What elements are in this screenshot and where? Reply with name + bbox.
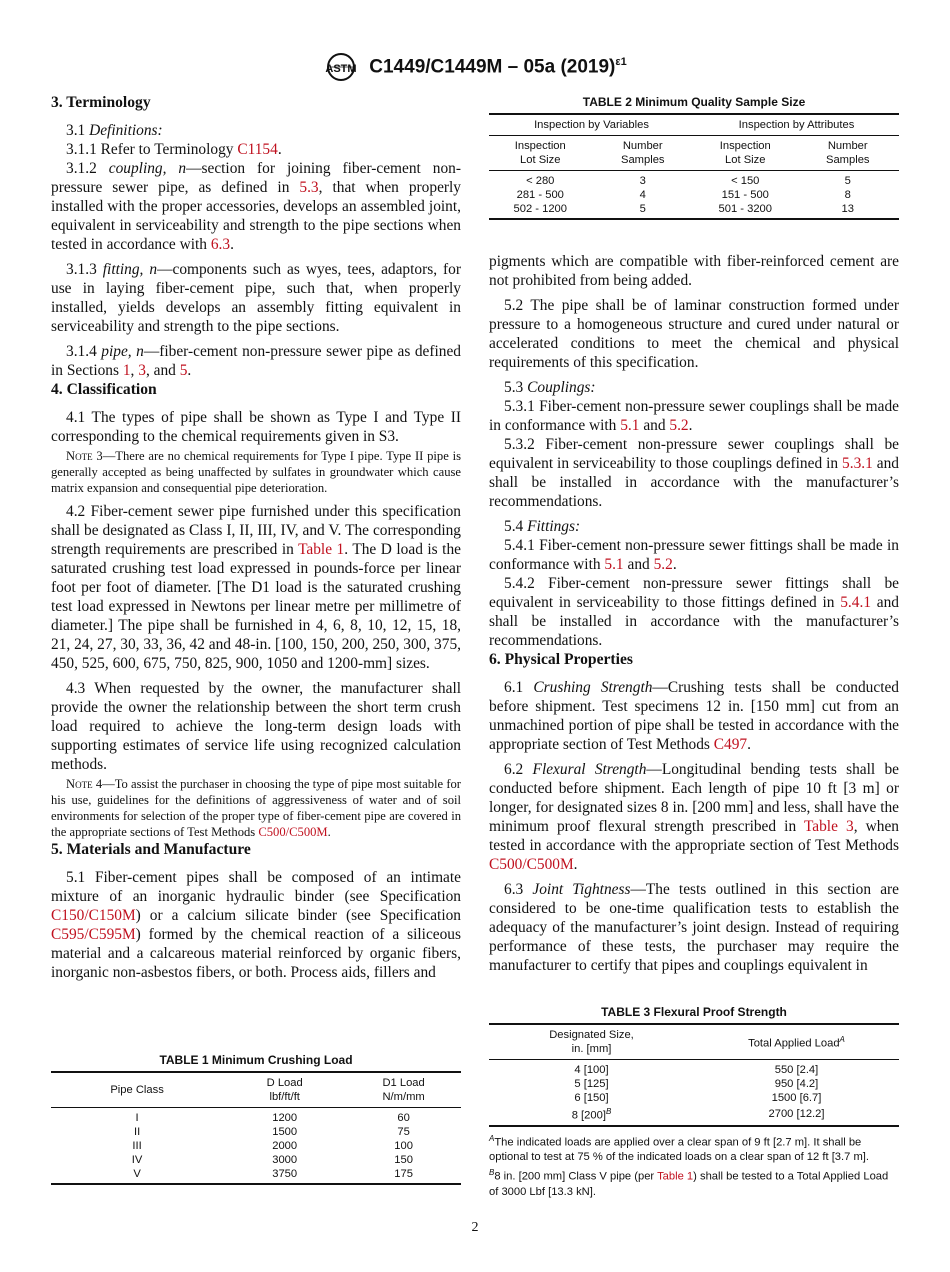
- table-row: [51, 1153, 461, 1167]
- cell: 175: [394, 1168, 413, 1180]
- cell: 151 - 500: [721, 189, 769, 201]
- cell: 5: [639, 203, 646, 215]
- cell: < 280: [526, 175, 555, 187]
- table-row: [489, 1091, 899, 1105]
- para-text: 5.3.1 Fiber-cement non-pressure sewer couplings shall be made in conformance with: [489, 398, 899, 434]
- header-text: Total Applied Load: [748, 1037, 840, 1050]
- paragraph-3-1: [51, 121, 461, 140]
- para-text: , when tested in accordance with the appropriate section of Test Methods: [489, 818, 899, 854]
- column-header: [51, 1072, 223, 1108]
- para-text: 4.2 Fiber-cement sewer pipe furnished under this specification shall be designated as Class I, II, III, IV, and V. The corresponding strength requirements are prescribed in: [51, 503, 461, 558]
- right-column: [489, 252, 899, 975]
- para-text: —components such as wyes, tees, adaptors, for use in laying fiber-cement pipe, such that, when properly installed, yields develops an assembly fitting equivalent in serviceability and strength to the pipe sections.: [51, 261, 461, 335]
- para-text: —section for joining fiber-cement non-pressure sewer pipe, as defined in: [51, 160, 461, 196]
- cell: 75: [397, 1126, 410, 1138]
- footnote-a: [489, 1131, 899, 1166]
- cell: 3: [639, 175, 646, 187]
- cell: 501 - 3200: [718, 203, 772, 215]
- link-section-3[interactable]: 3: [138, 362, 146, 379]
- column-header: [223, 1072, 346, 1108]
- term: fitting, n: [102, 261, 158, 278]
- left-column: [51, 93, 461, 982]
- paragraph-5-4-1: 5.4.1 Fiber-cement non-pressure sewer fittings shall be made in conformance with 5.1 and 5.2.: [489, 537, 899, 573]
- para-number: 5.4: [504, 518, 524, 535]
- table-3-footnotes: [489, 1131, 899, 1200]
- paragraph-3-1-3: [51, 260, 461, 336]
- paragraph-3-1-1: 3.1.1 Refer to Terminology C1154.: [66, 141, 282, 158]
- designation-superscript: ε1: [615, 55, 627, 68]
- para-text: 5.3.2 Fiber-cement non-pressure sewer couplings shall be equivalent in serviceability to those couplings defined in: [489, 436, 899, 472]
- column-header: [694, 136, 797, 171]
- link-5-1[interactable]: 5.1: [604, 556, 624, 573]
- astm-logo-icon: [323, 52, 359, 82]
- section-heading-physical-properties: 6. Physical Properties: [489, 651, 633, 668]
- para-number: 3.1.4: [66, 343, 97, 360]
- table-row: [489, 1105, 899, 1126]
- header-text: Inspection: [719, 140, 771, 152]
- column-header: [592, 136, 695, 171]
- para-text: ) or a calcium silicate binder (see Specification: [135, 907, 461, 924]
- link-table-1[interactable]: Table 1: [298, 541, 345, 558]
- column-header: [489, 136, 592, 171]
- column-header: [694, 1024, 899, 1060]
- header-unit: in. [mm]: [571, 1043, 612, 1055]
- cell: 150: [394, 1154, 413, 1166]
- para-text: ) formed by the chemical reaction of a siliceous material and a calcareous material reinforced by organic fibers, inorganic non-asbestos fibers, or both. Process aids, fillers and: [51, 926, 461, 981]
- para-title: Definitions:: [89, 122, 163, 139]
- footnote-marker: A: [489, 1133, 495, 1143]
- table-1-minimum-crushing-load: [51, 1053, 461, 1185]
- paragraph-5-3-1: 5.3.1 Fiber-cement non-pressure sewer couplings shall be made in conformance with 5.1 and 5.2.: [489, 398, 899, 434]
- link-6-3[interactable]: 6.3: [210, 236, 231, 253]
- table-3: [489, 1023, 899, 1127]
- link-5-2[interactable]: 5.2: [669, 417, 689, 434]
- table-row: [489, 1077, 899, 1091]
- table-row: [51, 1139, 461, 1153]
- paragraph-5-1-continued: pigments which are compatible with fiber-reinforced cement are not prohibited from being added.: [489, 253, 899, 289]
- link-section-1[interactable]: 1: [122, 362, 131, 379]
- cell: 4 [100]: [574, 1064, 609, 1076]
- para-text: 5.1 Fiber-cement pipes shall be composed of an intimate mixture of an inorganic hydraulic binder (see Specification: [51, 869, 461, 905]
- header-unit: N/m/mm: [382, 1091, 425, 1103]
- header-text: Lot Size: [520, 154, 561, 166]
- term: Flexural Strength: [532, 761, 647, 778]
- link-c500[interactable]: C500/C500M: [258, 825, 328, 839]
- para-title: Couplings:: [527, 379, 596, 396]
- para-number: 6.1: [504, 679, 524, 696]
- cell: IV: [131, 1154, 143, 1166]
- para-text: 5.4.2 Fiber-cement non-pressure sewer fittings shall be equivalent in serviceability to those fittings defined in: [489, 575, 899, 611]
- para-number: 6.2: [504, 761, 524, 778]
- header-text: Inspection: [514, 140, 566, 152]
- table-header-row: [489, 1024, 899, 1060]
- link-c150[interactable]: C150/C150M: [51, 907, 136, 924]
- cell: I: [135, 1112, 139, 1124]
- paragraph-4-3: 4.3 When requested by the owner, the manufacturer shall provide the owner the relationship between the short term crush load required to achieve the long-term design loads with supporting estimates of service life using recognized calculation methods.: [51, 680, 461, 773]
- para-number: 3.1: [66, 122, 86, 139]
- header-text: Samples: [620, 154, 665, 166]
- para-text: —fiber-cement non-pressure sewer pipe as defined in Sections: [51, 343, 461, 379]
- link-c595[interactable]: C595/C595M: [51, 926, 136, 943]
- column-header: [797, 136, 900, 171]
- header-text: Number: [827, 140, 868, 152]
- cell: 100: [394, 1140, 413, 1152]
- link-5-4-1[interactable]: 5.4.1: [840, 594, 872, 611]
- para-title: Fittings:: [527, 518, 581, 535]
- paragraph-6-1: 6.1 Crushing Strength—Crushing tests shall be conducted before shipment. Test specimens 12 in. [150 mm] cut from an unmachined portion of pipe shall be tested in accordance with the appropriate section of Test Methods C497.: [489, 679, 899, 753]
- para-text: and shall be installed in accordance with the manufacturer’s recommendations.: [489, 594, 899, 649]
- link-c1154[interactable]: C1154: [237, 141, 278, 158]
- paragraph-4-1: 4.1 The types of pipe shall be shown as Type I and Type II corresponding to the chemical requirements given in S3.: [51, 409, 461, 445]
- term: coupling, n: [108, 160, 187, 177]
- para-text: —Crushing tests shall be conducted before shipment. Test specimens 12 in. [150 mm] cut from an unmachined portion of pipe shall be tested in accordance with the appropriate section of Test Methods: [489, 679, 899, 753]
- para-text: and shall be installed in accordance with the manufacturer’s recommendations.: [489, 455, 899, 510]
- cell: 4: [639, 189, 646, 201]
- note-text: —To assist the purchaser in choosing the type of pipe most suitable for his use, guidelines for the definitions of aggressiveness of water and of soil environments for selection of the proper type of fiber-cement pipe are covered in the appropriate sections of Test Methods: [51, 777, 462, 839]
- paragraph-5-1: [51, 868, 461, 982]
- header-text: D Load: [266, 1077, 303, 1089]
- table-row: [51, 1108, 461, 1126]
- link-section-5[interactable]: 5: [179, 362, 188, 379]
- term: Crushing Strength: [533, 679, 653, 696]
- table-caption: TABLE 2 Minimum Quality Sample Size: [582, 95, 806, 109]
- table-row: [489, 1060, 899, 1078]
- cell: 1500 [6.7]: [771, 1092, 822, 1104]
- table-row: [51, 1125, 461, 1139]
- paragraph-5-3-2: [489, 435, 899, 511]
- para-text: and: [623, 556, 654, 573]
- table-1: [51, 1071, 461, 1185]
- group-header: Inspection by Variables: [534, 119, 649, 131]
- paragraph-6-3: [489, 880, 899, 975]
- cell: 281 - 500: [516, 189, 564, 201]
- note-text: —There are no chemical requirements for Type I pipe. Type II pipe is generally accepted as being unaffected by sulfates in groundwater which cause matrix expansion and consequential pipe deterioration.: [51, 449, 461, 495]
- link-5-2[interactable]: 5.2: [653, 556, 673, 573]
- table-2-minimum-quality-sample-size: [489, 95, 899, 220]
- table-header-row: [489, 136, 899, 171]
- cell: 6 [150]: [574, 1092, 609, 1104]
- para-text: —Longitudinal bending tests shall be conducted before shipment. Each length of pipe 10 ft [3 m] or longer, for designated sizes 8 in. [200 mm] and less, shall have the minimum proof flexural strength prescribed in: [489, 761, 899, 835]
- section-heading-materials: 5. Materials and Manufacture: [51, 841, 251, 858]
- cell: II: [133, 1126, 141, 1138]
- table-header-row: [51, 1072, 461, 1108]
- cell: III: [132, 1140, 142, 1152]
- note-3: [51, 448, 461, 496]
- cell: 3750: [272, 1168, 298, 1180]
- cell-text: 8 [200]: [571, 1109, 606, 1122]
- table-caption: TABLE 1 Minimum Crushing Load: [159, 1053, 353, 1067]
- cell: 550 [2.4]: [774, 1064, 819, 1076]
- svg-text:ASTM: ASTM: [325, 63, 357, 75]
- paragraph-5-4: [489, 517, 899, 536]
- link-table-3[interactable]: Table 3: [803, 818, 854, 835]
- paragraph-3-1-4: 3.1.4 pipe, n—fiber-cement non-pressure sewer pipe as defined in Sections 1, 3, and 5.: [51, 343, 461, 379]
- designation-text: C1449/C1449M – 05a (2019): [369, 56, 616, 78]
- group-header: Inspection by Attributes: [738, 119, 855, 131]
- column-header: [346, 1072, 461, 1108]
- document-header: [0, 52, 950, 82]
- para-text: and: [639, 417, 670, 434]
- footnote-text: The indicated loads are applied over a clear span of 9 ft [2.7 m]. It shall be optional to test at 75 % of the indicated loads on a clear span of 12 ft [3.7 m].: [489, 1136, 869, 1164]
- table-group-header-row: [489, 114, 899, 136]
- table-row: [51, 1167, 461, 1184]
- para-text: 5.4.1 Fiber-cement non-pressure sewer fittings shall be made in conformance with: [489, 537, 899, 573]
- link-c500[interactable]: C500/C500M: [489, 856, 574, 873]
- para-text: , that when properly installed with the proper accessories, develops an assembled joint, equivalent in serviceability and strength to the pipe sections when tested in accordance with: [51, 179, 462, 253]
- link-c497[interactable]: C497: [713, 736, 748, 753]
- term: Joint Tightness: [532, 881, 631, 898]
- table-3-flexural-proof-strength: [489, 1005, 899, 1200]
- cell: < 150: [731, 175, 760, 187]
- para-number: 3.1.2: [66, 160, 97, 177]
- cell: 13: [841, 203, 854, 215]
- note-label: Note 3: [66, 449, 103, 463]
- section-heading-classification: 4. Classification: [51, 381, 157, 398]
- cell: 5 [125]: [574, 1078, 609, 1090]
- para-text: —The tests outlined in this section are considered to be one-time qualification tests to establish the adequacy of the manufacturer’s joint design. Instead of requiring performance of these tests, the purchaser may require the manufacturer to certify that pipes and couplings equivalent in: [489, 881, 899, 974]
- footnote-marker: B: [605, 1107, 612, 1116]
- column-header: [489, 1024, 694, 1060]
- header-text: Designated Size,: [549, 1029, 634, 1041]
- cell: 1500: [272, 1126, 298, 1138]
- section-heading-terminology: 3. Terminology: [51, 94, 151, 111]
- footnote-marker: A: [839, 1035, 845, 1045]
- page-number: 2: [471, 1220, 479, 1235]
- para-text: 3.1.1 Refer to Terminology: [66, 141, 238, 158]
- table-row: [489, 202, 899, 219]
- footnote-marker: B: [489, 1168, 495, 1178]
- cell: [489, 1105, 694, 1126]
- cell: 2700 [12.2]: [768, 1107, 825, 1120]
- para-text: . The D load is the saturated crushing test load expressed in pounds-force per linear foot per foot of diameter. [The D1 load is the saturated crushing test load expressed in Newtons per linear metre per millimetre of diameter.] The pipe shall be furnished in 4, 6, 8, 10, 12, 15, 18, 21, 24, 27, 30, 33, 36, 42 and 48-in. [100, 150, 200, 250, 300, 375, 450, 525, 600, 675, 750, 825, 900, 1050 and 1200-mm] sizes.: [51, 541, 461, 672]
- cell: 1200: [272, 1112, 298, 1124]
- table-caption: TABLE 3 Flexural Proof Strength: [601, 1005, 787, 1019]
- header-unit: lbf/ft/ft: [269, 1091, 300, 1103]
- paragraph-4-2: [51, 502, 461, 673]
- note-label: Note 4: [66, 777, 103, 791]
- paragraph-5-2: 5.2 The pipe shall be of laminar construction formed under pressure to a homogeneous structure and cured under natural or accelerated conditions to meet the chemical and physical requirements of this specification.: [489, 297, 899, 371]
- cell: 3000: [272, 1154, 298, 1166]
- paragraph-6-2: 6.2 Flexural Strength—Longitudinal bending tests shall be conducted before shipment. Each length of pipe 10 ft [3 m] or longer, for designated sizes 8 in. [200 mm] and less, shall have the minimum proof flexural strength prescribed in Table 3, when tested in accordance with the appropriate section of Test Methods C500/C500M.: [489, 761, 899, 873]
- footnote-b: [489, 1165, 899, 1200]
- link-5-3-1[interactable]: 5.3.1: [842, 455, 873, 472]
- cell: 8: [844, 189, 851, 201]
- cell: 5: [844, 175, 851, 187]
- paragraph-5-4-2: [489, 574, 899, 650]
- cell: 950 [4.2]: [774, 1078, 819, 1090]
- cell: V: [133, 1168, 141, 1180]
- header-text: Samples: [825, 154, 870, 166]
- footnote-text: ) shall be tested to a Total Applied Load of 3000 Lbf [13.3 kN].: [489, 1171, 889, 1199]
- para-number: 6.3: [504, 881, 524, 898]
- table-row: [489, 171, 899, 189]
- paragraph-5-3: [489, 378, 899, 397]
- link-table-1[interactable]: Table 1: [657, 1171, 694, 1184]
- header-text: Pipe Class: [110, 1084, 164, 1096]
- footnote-text: 8 in. [200 mm] Class V pipe (per: [494, 1171, 658, 1184]
- link-5-3[interactable]: 5.3: [299, 179, 319, 196]
- header-text: Number: [622, 140, 663, 152]
- table-2: [489, 113, 899, 220]
- table-row: [489, 188, 899, 202]
- header-text: D1 Load: [382, 1077, 425, 1089]
- para-number: 5.3: [504, 379, 524, 396]
- note-4: Note 4—To assist the purchaser in choosing the type of pipe most suitable for his use, guidelines for the definitions of aggressiveness of water and of soil environments for selection of the proper type of fiber-cement pipe are covered in the appropriate sections of Test Methods C500/C500M.: [51, 777, 462, 839]
- para-number: 3.1.3: [66, 261, 97, 278]
- cell: 2000: [272, 1140, 298, 1152]
- header-text: Lot Size: [725, 154, 766, 166]
- cell: 502 - 1200: [513, 203, 567, 215]
- cell: 60: [397, 1112, 410, 1124]
- link-5-1[interactable]: 5.1: [620, 417, 640, 434]
- standard-designation: [369, 56, 626, 78]
- paragraph-3-1-2: 3.1.2 coupling, n—section for joining fiber-cement non-pressure sewer pipe, as defined in 5.3, that when properly installed with the proper accessories, develops an assembled joint, equivalent in serviceability and strength to the pipe sections when tested in accordance with 6.3.: [51, 160, 462, 253]
- term: pipe, n: [101, 343, 144, 360]
